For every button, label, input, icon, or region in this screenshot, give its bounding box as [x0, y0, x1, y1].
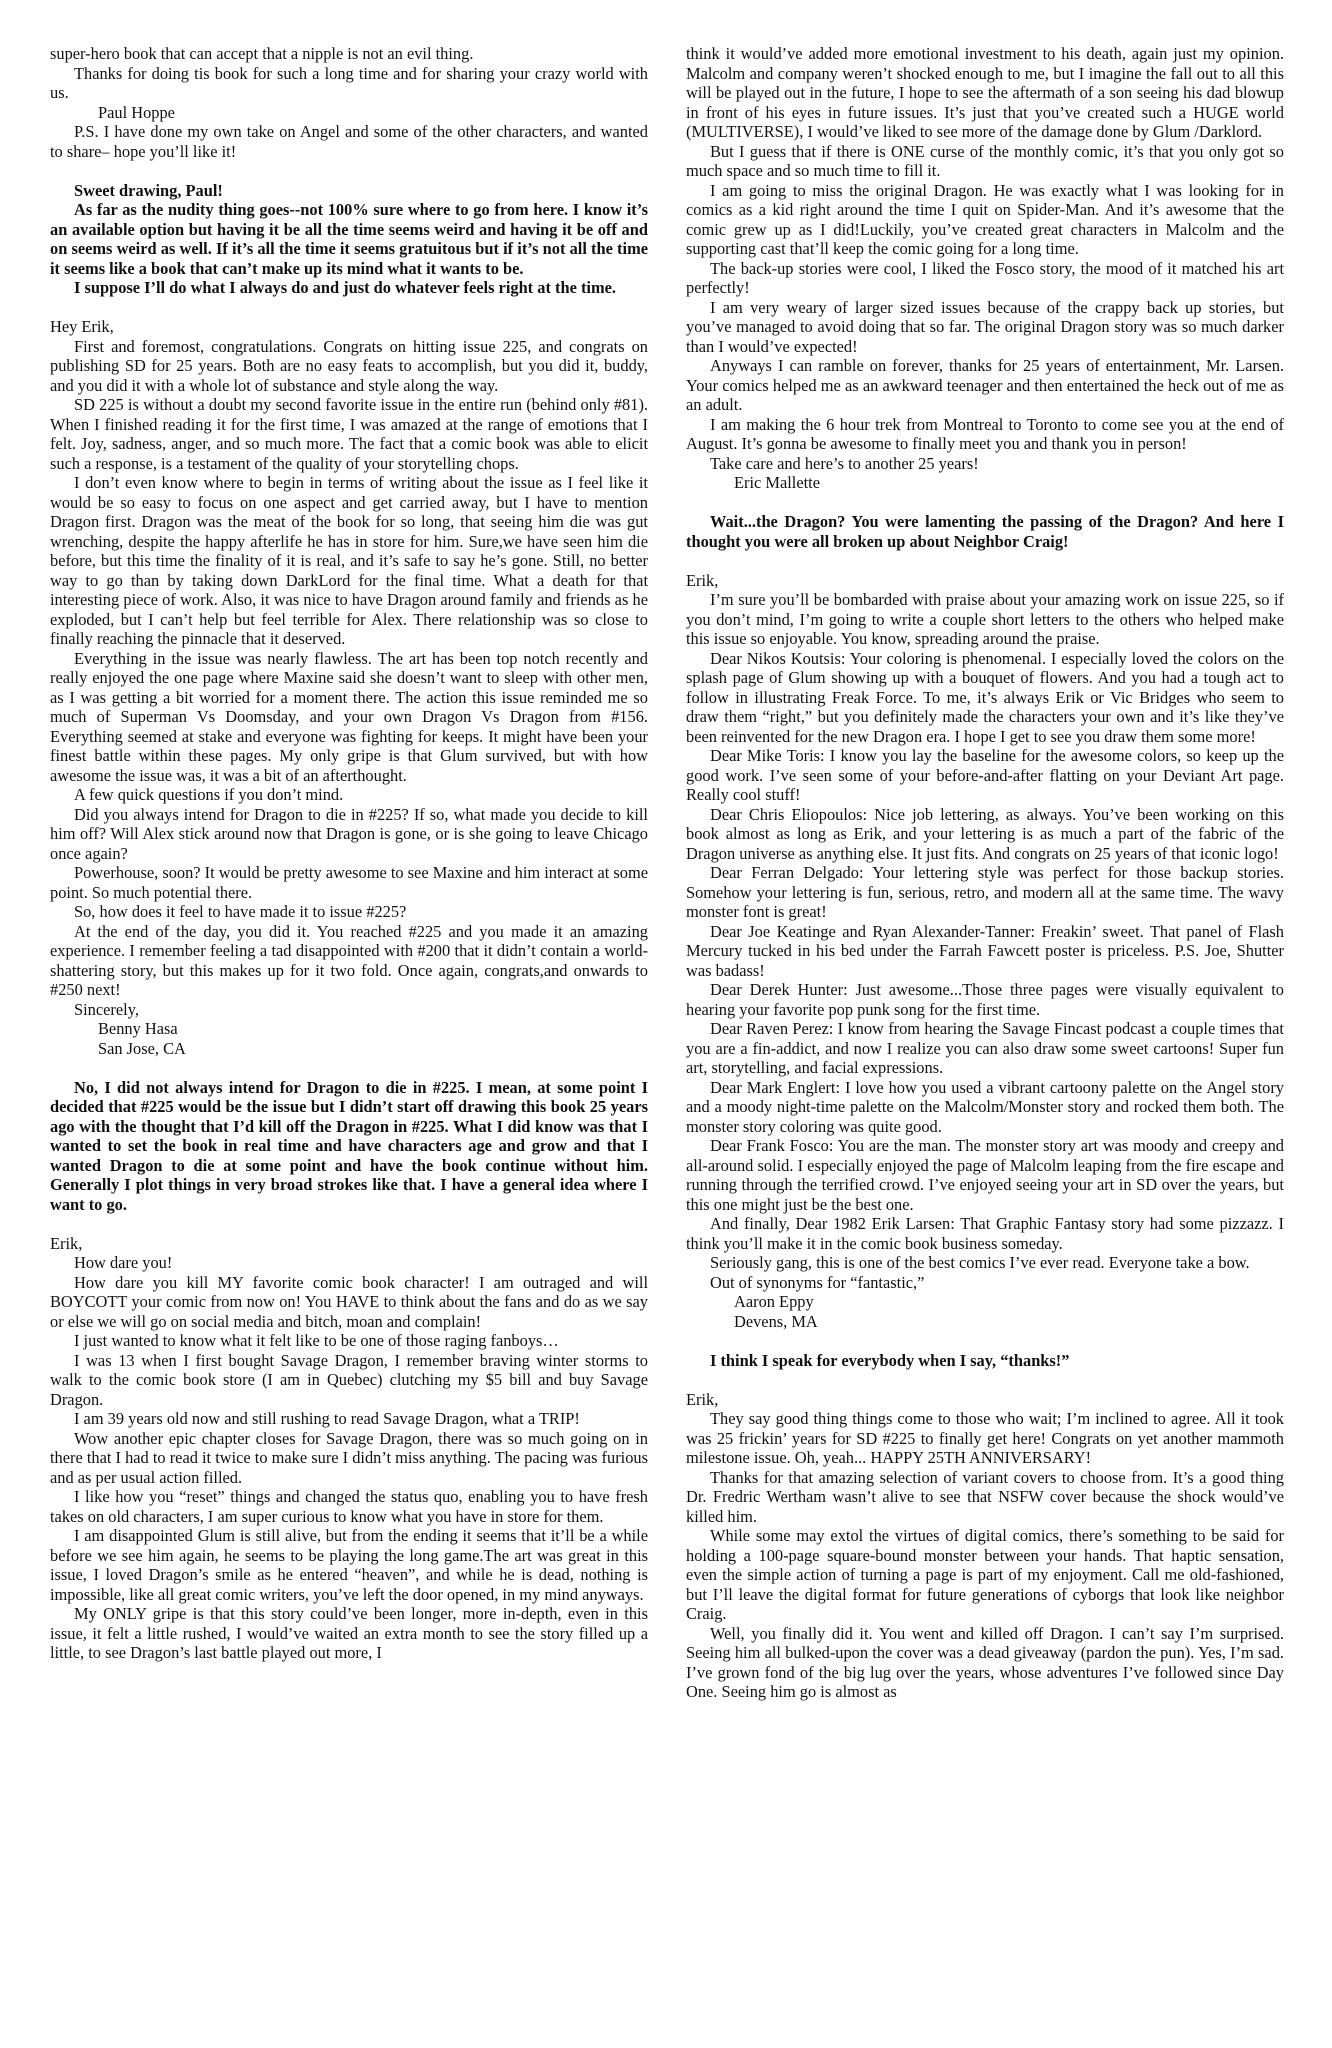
letter-paragraph: Dear Mike Toris: I know you lay the baseline for the awesome colors, so keep up the good work. I’ve seen some of your before-and-after flatting on your Deviant Art page. Really cool stuff! — [686, 746, 1284, 804]
letter-paragraph: Thanks for doing tis book for such a long time and for sharing your crazy world with us. — [50, 63, 648, 102]
editor-response: Sweet drawing, Paul! — [74, 180, 223, 200]
letter-paragraph: Out of synonyms for “fantastic,” — [710, 1272, 925, 1292]
letter-paragraph: The back-up stories were cool, I liked the Fosco story, the mood of it matched his art perfectly! — [686, 258, 1284, 297]
signature-line: Benny Hasa — [98, 1019, 178, 1038]
editor-response: I suppose I’ll do what I always do and just do whatever feels right at the time. — [74, 278, 616, 297]
signature-line: Devens, MA — [734, 1311, 818, 1331]
signature-line: Paul Hoppe — [98, 102, 175, 122]
signature-line: Aaron Eppy — [734, 1292, 814, 1311]
letter-paragraph: First and foremost, congratulations. Congrats on hitting issue 225, and congrats on publishing SD for 25 years. Both are no easy feats to accomplish, but you did it, buddy, and you did it with a whole lot of substance and style along the way. — [50, 336, 648, 395]
letter-paragraph: Sincerely, — [74, 999, 139, 1019]
letter-paragraph: Seriously gang, this is one of the best comics I’ve ever read. Everyone take a bow. — [710, 1253, 1250, 1272]
letter-paragraph: Wow another epic chapter closes for Savage Dragon, there was so much going on in there that I had to read it twice to make sure I didn’t miss anything. The pacing was furious and as per usual action filled. — [50, 1428, 648, 1487]
letter-paragraph: Dear Mark Englert: I love how you used a vibrant cartoony palette on the Angel story and a moody night-time palette on the Malcolm/Monster story and rocked them both. The monster story coloring was quite good. — [686, 1077, 1284, 1136]
letter-paragraph: Dear Derek Hunter: Just awesome...Those three pages were visually equivalent to hearing your favorite pop punk song for the first time. — [686, 980, 1284, 1019]
letter-paragraph: I am making the 6 hour trek from Montreal to Toronto to come see you at the end of August. It’s gonna be awesome to finally meet you and thank you in person! — [686, 414, 1284, 453]
letter-paragraph: My ONLY gripe is that this story could’ve been longer, more in-depth, even in this issue, it felt a little rushed, I would’ve waited an extra month to see the story filled up a little, to see Dragon’s last battle played out more, I — [50, 1604, 648, 1662]
signature-line: Eric Mallette — [734, 473, 821, 492]
letter-paragraph: Did you always intend for Dragon to die in #225? If so, what made you decide to kill him off? Will Alex stick around now that Dragon is gone, or is she going to leave Chicago once again? — [50, 804, 648, 863]
letter-paragraph: Dear Frank Fosco: You are the man. The monster story art was moody and creepy and all-around solid. I especially enjoyed the page of Malcolm leaping from the fire escape and running through the terrified crowd. I’ve enjoyed seeing your art in SD over the years, but this one might just be the best one. — [686, 1136, 1284, 1214]
right-column — [686, 44, 1284, 2048]
letter-paragraph: super-hero book that can accept that a nipple is not an evil thing. — [50, 44, 474, 63]
letter-paragraph: And finally, Dear 1982 Erik Larsen: That Graphic Fantasy story had some pizzazz. I think you’ll make it in the comic book business someday. — [686, 1214, 1284, 1253]
letter-paragraph: I just wanted to know what it felt like to be one of those raging fanboys… — [74, 1331, 559, 1350]
letter-paragraph: But I guess that if there is ONE curse of the monthly comic, it’s that you only got so much space and so much time to fill it. — [686, 141, 1284, 180]
letter-paragraph: I don’t even know where to begin in terms of writing about the issue as I feel like it would be so easy to focus on one aspect and get carried away, but I have to mention Dragon first. Dragon was the meat of the book for so long, that seeing him die was gut wrenching, despite the happy afterlife he has in store for him. Sure,we have seen him die before, but this time the finality of it is real, and it’s safe to say he’s gone. Still, no better way to go than by taking down DarkLord for the final time. What a death for that interesting piece of work. Also, it was nice to have Dragon around family and friends as he exploded, but I can’t help but feel terrible for Alex. There relationship was so close to finally reaching the pinnacle that it deserved. — [50, 473, 648, 648]
letter-paragraph: Take care and here’s to another 25 years! — [710, 453, 979, 473]
letter-paragraph: I am 39 years old now and still rushing to read Savage Dragon, what a TRIP! — [74, 1409, 580, 1428]
letter-paragraph: So, how does it feel to have made it to issue #225? — [74, 902, 407, 921]
letter-paragraph: They say good thing things come to those who wait; I’m inclined to agree. All it took was 25 frickin’ years for SD #225 to finally get here! Congrats on yet another mammoth milestone issue. Oh, yeah... HAPPY 25TH ANNIVERSARY! — [686, 1409, 1284, 1467]
letter-paragraph: SD 225 is without a doubt my second favorite issue in the entire run (behind only #81). When I finished reading it for the first time, I was amazed at the range of emotions that I felt. Joy, sadness, anger, and so much more. The fact that a comic book was able to elicit such a response, is a testament of the quality of your storytelling chops. — [50, 395, 648, 473]
letter-paragraph: I am going to miss the original Dragon. He was exactly what I was looking for in comics as a kid right around the time I quit on Spider-Man. And it’s awesome that the comic grew up as I did!Luckily, you’ve created great characters in Malcolm and the supporting cast that’ll keep the comic going for a long time. — [686, 180, 1284, 258]
letter-paragraph: Dear Chris Eliopoulos: Nice job lettering, as always. You’ve been working on this book almost as long as Erik, and your lettering is as much a part of the fabric of the Dragon universe as anything else. It just fits. And congrats on 25 years of that iconic logo! — [686, 804, 1284, 863]
letter-paragraph: Erik, — [686, 570, 719, 590]
letter-paragraph: A few quick questions if you don’t mind. — [74, 785, 344, 804]
letter-paragraph: How dare you kill MY favorite comic book character! I am outraged and will BOYCOTT your comic from now on! You HAVE to think about the fans and do as we say or else we will go on social media and bitch, moan and complain! — [50, 1272, 648, 1331]
letter-paragraph: Everything in the issue was nearly flawless. The art has been top notch recently and really enjoyed the one page where Maxine said she doesn’t want to sleep with other men, as I was getting a bit worried for a moment there. The action this issue reminded me so much of Superman Vs Doomsday, and your own Dragon Vs Dragon from #156. Everything seemed at stake and everyone was fighting for keeps. It might have been your finest battle within these pages. My only gripe is that Glum survived, but with how awesome the issue was, it was a bit of an afterthought. — [50, 648, 648, 785]
letter-paragraph: Dear Joe Keatinge and Ryan Alexander-Tanner: Freakin’ sweet. That panel of Flash Mercury tucked in his bed under the Farrah Fawcett poster is priceless. P.S. Joe, Shutter was badass! — [686, 921, 1284, 980]
letter-paragraph: Dear Ferran Delgado: Your lettering style was perfect for those backup stories. Somehow your lettering is fun, serious, retro, and modern all at the same time. The wavy monster font is great! — [686, 863, 1284, 921]
editor-response: I think I speak for everybody when I say, “thanks!” — [710, 1350, 1070, 1370]
letter-paragraph: Powerhouse, soon? It would be pretty awesome to see Maxine and him interact at some point. So much potential there. — [50, 863, 648, 902]
letter-paragraph: Dear Nikos Koutsis: Your coloring is phenomenal. I especially loved the colors on the splash page of Glum showing up with a bouquet of flowers. And you had a tough act to follow in illustrating Freak Force. To me, it’s always Erik or Vic Bridges who seem to draw them “right,” but you definitely made the characters your own and it’s like they’ve been reinvented for the new Dragon era. I hope I get to see you draw them some more! — [686, 648, 1284, 746]
left-column — [50, 44, 648, 2048]
letter-paragraph: Dear Raven Perez: I know from hearing the Savage Fincast podcast a couple times that you are a fin-addict, and now I realize you can also draw some sweet cartoons! Super fun art, storytelling, and facial expressions. — [686, 1019, 1284, 1077]
letter-paragraph: I like how you “reset” things and changed the status quo, enabling you to have fresh takes on old characters, I am super curious to know what you have in store for them. — [50, 1487, 648, 1526]
letter-paragraph: While some may extol the virtues of digital comics, there’s something to be said for holding a 100-page square-bound monster between your hands. That haptic sensation, even the simple action of turning a page is part of my enjoyment. Call me old-fashioned, but I’ll leave the digital format for future generations of cyborgs that look like neighbor Craig. — [686, 1526, 1284, 1623]
letter-paragraph: How dare you! — [74, 1253, 173, 1272]
letter-paragraph: Erik, — [50, 1233, 83, 1253]
letter-paragraph: P.S. I have done my own take on Angel and some of the other characters, and wanted to share– hope you’ll like it! — [50, 122, 648, 161]
letter-paragraph: think it would’ve added more emotional investment to his death, again just my opinion. Malcolm and company weren’t shocked enough to me, but I imagine the fall out to all this will be played out in the future, I hope to see the aftermath of a son seeing his dad blowup in front of his eyes in future issues. It’s just that you’ve created such a HUGE world (MULTIVERSE), I would’ve liked to see more of the damage done by Glum /Darklord. — [686, 44, 1284, 141]
letter-paragraph: I am very weary of larger sized issues because of the crappy back up stories, but you’ve managed to avoid doing that so far. The original Dragon story was so much darker than I would’ve expected! — [686, 297, 1284, 356]
letter-paragraph: I’m sure you’ll be bombarded with praise about your amazing work on issue 225, so if you don’t mind, I’m going to write a couple short letters to the others who helped make this issue so enjoyable. You know, spreading around the praise. — [686, 590, 1284, 648]
editor-response: As far as the nudity thing goes--not 100% sure where to go from here. I know it’s an available option but having it be all the time seems weird and having it be off and on seems weird as well. If it’s all the time it seems gratuitous but if it’s not all the time it seems like a book that can’t make up its mind what it wants to be. — [50, 200, 648, 278]
letter-paragraph: Erik, — [686, 1389, 719, 1409]
editor-response: No, I did not always intend for Dragon to die in #225. I mean, at some point I decided that #225 would be the issue but I didn’t start off drawing this book 25 years ago with the thought that I’d kill off the Dragon in #225. What I did know was that I wanted to set the book in real time and have characters age and grow and that I wanted Dragon to die at some point and have the book continue without him. Generally I plot things in very broad strokes like that. I have a general idea where I want to go. — [50, 1077, 648, 1214]
letter-paragraph: Thanks for that amazing selection of variant covers to choose from. It’s a good thing Dr. Fredric Wertham wasn’t alive to see that NSFW cover because the shock would’ve killed him. — [686, 1467, 1284, 1526]
signature-line: San Jose, CA — [98, 1038, 186, 1058]
letter-paragraph: Hey Erik, — [50, 317, 114, 336]
letter-paragraph: At the end of the day, you did it. You reached #225 and you made it an amazing experience. I remember feeling a tad disappointed with #200 that it didn’t contain a world-shattering story, but this makes up for it two fold. Once again, congrats,and onwards to #250 next! — [50, 921, 648, 999]
editor-response: Wait...the Dragon? You were lamenting the passing of the Dragon? And here I thought you were all broken up about Neighbor Craig! — [686, 512, 1284, 551]
letter-paragraph: Anyways I can ramble on forever, thanks for 25 years of entertainment, Mr. Larsen. Your comics helped me as an awkward teenager and then entertained the heck out of me as an adult. — [686, 356, 1284, 414]
letter-paragraph: I was 13 when I first bought Savage Dragon, I remember braving winter storms to walk to the comic book store (I am in Quebec) clutching my $5 bill and buy Savage Dragon. — [50, 1350, 648, 1409]
letter-paragraph: Well, you finally did it. You went and killed off Dragon. I can’t say I’m surprised. Seeing him all bulked-upon the cover was a dead giveaway (pardon the pun). Yes, I’m sad. I’ve grown fond of the big lug over the years, whose adventures I’ve followed since Day One. Seeing him go is almost as — [686, 1623, 1284, 1701]
letter-paragraph: I am disappointed Glum is still alive, but from the ending it seems that it’ll be a while before we see him again, he seems to be playing the long game.The art was great in this issue, I loved Dragon’s smile as he entered “heaven”, and while he is dead, nothing is impossible, like all great comic writers, you’ve left the door opened, in my mind anyways. — [50, 1526, 648, 1604]
